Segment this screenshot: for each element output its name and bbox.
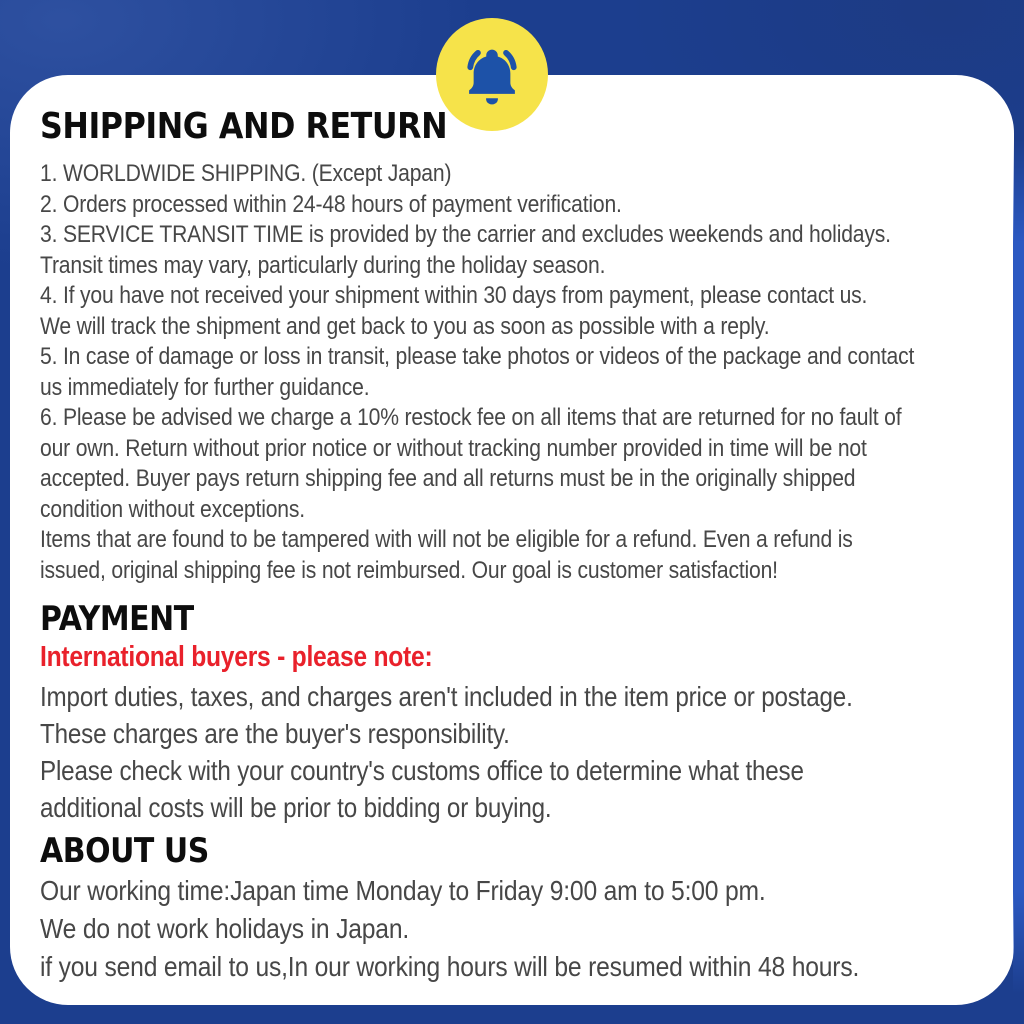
text-line: additional costs will be prior to bidding or buying.	[40, 792, 552, 823]
shipping-policy-text	[40, 159, 1008, 586]
bell-icon	[456, 39, 528, 115]
payment-policy-text	[40, 678, 1008, 826]
text-line: We will track the shipment and get back to you as soon as possible with a reply.	[40, 312, 770, 340]
text-line: Please check with your country's customs office to determine what these	[40, 755, 804, 786]
text-line: 5. In case of damage or loss in transit, please take photos or videos of the package and contact	[40, 343, 915, 370]
text-line: Transit times may vary, particularly during the holiday season.	[40, 251, 606, 279]
text-line: if you send email to us,In our working hours will be resumed within 48 hours.	[40, 951, 860, 982]
payment-section-heading: PAYMENT	[40, 599, 194, 639]
text-line: issued, original shipping fee is not reimbursed. Our goal is customer satisfaction!	[40, 556, 778, 584]
about-us-text	[40, 872, 1008, 986]
text-line: Import duties, taxes, and charges aren't included in the item price or postage.	[40, 681, 853, 712]
text-line: We do not work holidays in Japan.	[40, 913, 410, 944]
text-line: 2. Orders processed within 24-48 hours of payment verification.	[40, 190, 622, 218]
text-line: us immediately for further guidance.	[40, 373, 370, 401]
background-edge-highlight	[1013, 140, 1024, 994]
text-line: accepted. Buyer pays return shipping fee and all returns must be in the originally shipped	[40, 465, 856, 492]
text-line: 3. SERVICE TRANSIT TIME is provided by the carrier and excludes weekends and holidays.	[40, 221, 891, 248]
text-line: These charges are the buyer's responsibility.	[40, 718, 510, 749]
text-line: Items that are found to be tampered with will not be eligible for a refund. Even a refund is	[40, 526, 853, 553]
text-line: our own. Return without prior notice or without tracking number provided in time will be not	[40, 434, 867, 462]
text-line: 4. If you have not received your shipment within 30 days from payment, please contact us.	[40, 282, 868, 309]
text-line: 1. WORLDWIDE SHIPPING. (Except Japan)	[40, 160, 452, 187]
text-line: Our working time:Japan time Monday to Friday 9:00 am to 5:00 pm.	[40, 875, 766, 906]
shipping-section-heading: SHIPPING AND RETURN	[40, 106, 448, 147]
international-buyers-note: International buyers - please note:	[40, 641, 433, 673]
text-line: condition without exceptions.	[40, 495, 305, 523]
policy-content	[40, 99, 1008, 986]
policy-card	[10, 75, 1014, 1005]
about-section-heading: ABOUT US	[40, 831, 209, 871]
notification-badge	[436, 18, 548, 131]
text-line: 6. Please be advised we charge a 10% restock fee on all items that are returned for no fault of	[40, 404, 902, 431]
